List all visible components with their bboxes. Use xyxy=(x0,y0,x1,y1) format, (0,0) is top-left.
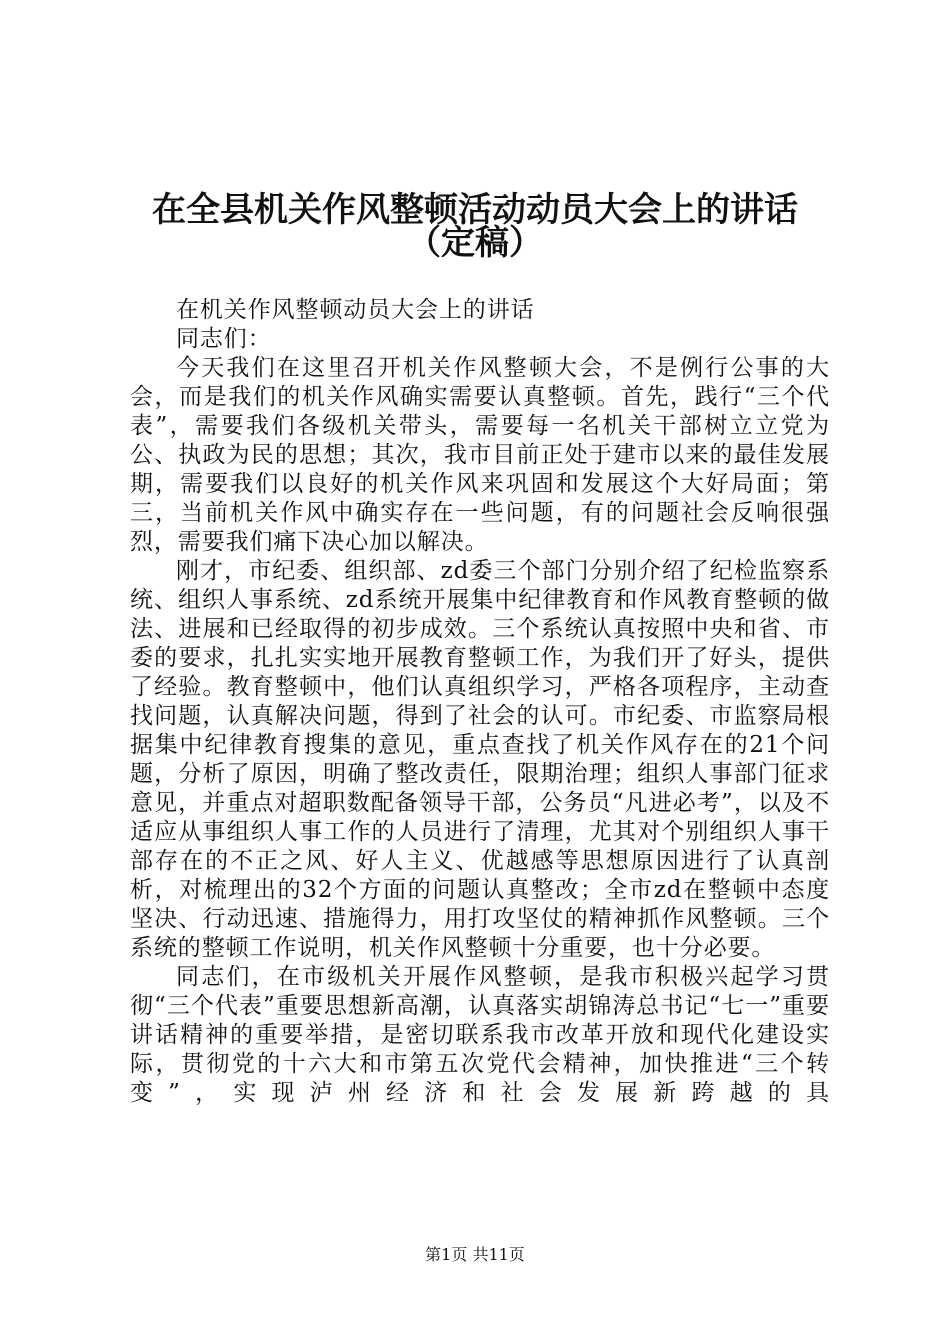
body-paragraph: 同志们，在市级机关开展作风整顿，是我市积极兴起学习贯彻“三个代表”重要思想新高潮，认真落实胡锦涛总书记“七一”重要讲话精神的重要举措，是密切联系我市改革开放和现代化建设实际，贯彻党的十六大和市第五次党代会精神，加快推进“三个转变”，实现泸州经济和社会发展新跨越的具 xyxy=(130,964,830,1106)
document-title: 在全县机关作风整顿活动动员大会上的讲话 xyxy=(152,190,798,230)
speech-heading: 在机关作风整顿动员大会上的讲话 xyxy=(176,297,535,323)
body-paragraph: 刚才，市纪委、组织部、zd委三个部门分别介绍了纪检监察系统、组织人事系统、zd系统开展集中纪律教育和作风教育整顿的做法、进展和已经取得的初步成效。三个系统认真按照中央和省、市委的要求，扎扎实实地开展教育整顿工作，为我们开了好头，提供了经验。教育整顿中，他们认真组织学习，严格各项程序，主动查找问题，认真解决问题，得到了社会的认可。市纪委、市监察局根据集中纪律教育搜集的意见，重点查找了机关作风存在的21个问题，分析了原因，明确了整改责任，限期治理；组织人事部门征求意见，并重点对超职数配备领导干部，公务员“凡进必考”，以及不适应从事组织人事工作的人员进行了清理，尤其对个别组织人事干部存在的不正之风、好人主义、优越感等思想原因进行了认真剖析，对梳理出的32个方面的问题认真整改；全市zd在整顿中态度坚决、行动迅速、措施得力，用打攻坚仗的精神抓作风整顿。三个系统的整顿工作说明，机关作风整顿十分重要，也十分必要。 xyxy=(130,558,830,961)
document-title-suffix: （定稿） xyxy=(407,223,543,263)
page-indicator: 第1页 共11页 xyxy=(425,1245,525,1264)
document-body xyxy=(130,296,830,1108)
salutation: 同志们： xyxy=(176,326,272,352)
page-footer xyxy=(0,1245,950,1265)
body-paragraph: 今天我们在这里召开机关作风整顿大会，不是例行公事的大会，而是我们的机关作风确实需要认真整顿。首先，践行“三个代表”，需要我们各级机关带头，需要每一名机关干部树立立党为公、执政为民的思想；其次，我市目前正处于建市以来的最佳发展期，需要我们以良好的机关作风来巩固和发展这个大好局面；第三，当前机关作风中确实存在一些问题，有的问题社会反响很强烈，需要我们痛下决心加以解决。 xyxy=(130,355,830,555)
